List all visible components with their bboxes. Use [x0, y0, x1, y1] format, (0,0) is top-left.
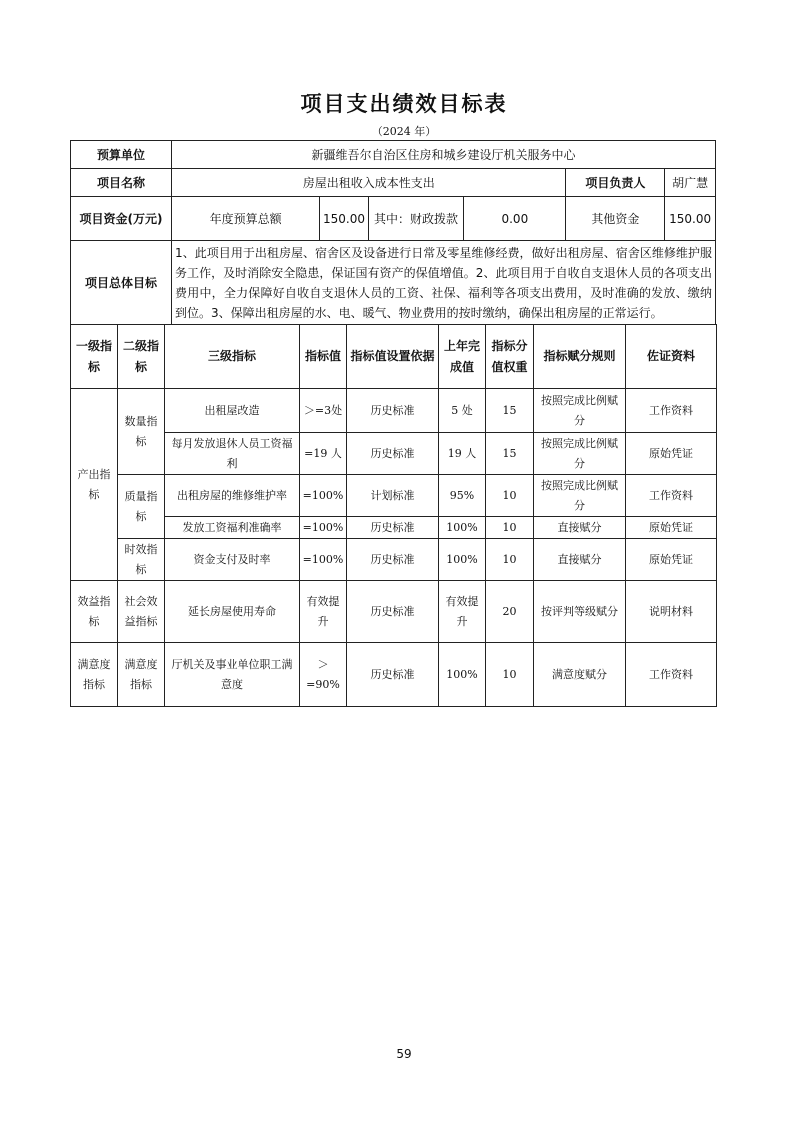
table-row — [71, 643, 717, 707]
table-row — [71, 581, 717, 643]
row-value: ＞=3处 — [300, 389, 347, 433]
row-rule: 满意度赋分 — [534, 643, 626, 707]
annual-budget-value: 150.00 — [320, 197, 368, 241]
project-manager-value: 胡广慧 — [665, 169, 716, 197]
row-l3: 每月发放退休人员工资福利 — [165, 433, 300, 475]
group-satisfaction-sub: 满意度指标 — [118, 643, 165, 707]
group-quality: 质量指标 — [118, 475, 165, 539]
budget-unit-row — [71, 141, 716, 169]
row-basis: 历史标准 — [347, 517, 439, 539]
group-output: 产出指标 — [71, 389, 118, 581]
row-weight: 15 — [486, 389, 534, 433]
overall-goal-text: 1、此项目用于出租房屋、宿舍区及设备进行日常及零星维修经费，做好出租房屋、宿舍区维修维护服务工作，及时消除安全隐患，保证国有资产的保值增值。2、此项目用于自收自支退休人员的各项支出费用中，全力保障好自收自支退休人员的工资、社保、福利等各项支出费用，及时准确的发放、缴纳到位。3、保障出租房屋的水、电、暖气、物业费用的按时缴纳，确保出租房屋的正常运行。 — [172, 241, 716, 325]
row-basis: 历史标准 — [347, 433, 439, 475]
row-evidence: 工作资料 — [626, 389, 717, 433]
row-l3: 出租房屋的维修维护率 — [165, 475, 300, 517]
row-value: =100% — [300, 517, 347, 539]
row-basis: 历史标准 — [347, 643, 439, 707]
row-l3: 出租屋改造 — [165, 389, 300, 433]
row-weight: 20 — [486, 581, 534, 643]
row-last: 5 处 — [439, 389, 486, 433]
col-level2: 二级指标 — [118, 325, 165, 389]
row-rule: 按评判等级赋分 — [534, 581, 626, 643]
row-evidence: 原始凭证 — [626, 539, 717, 581]
annual-budget-label: 年度预算总额 — [172, 197, 320, 241]
col-weight: 指标分值权重 — [486, 325, 534, 389]
row-weight: 10 — [486, 643, 534, 707]
row-basis: 历史标准 — [347, 389, 439, 433]
row-last: 19 人 — [439, 433, 486, 475]
row-l3: 发放工资福利准确率 — [165, 517, 300, 539]
row-basis: 计划标准 — [347, 475, 439, 517]
indicator-header-row — [71, 325, 717, 389]
row-weight: 10 — [486, 475, 534, 517]
project-name-value: 房屋出租收入成本性支出 — [172, 169, 566, 197]
row-last: 有效提升 — [439, 581, 486, 643]
row-evidence: 说明材料 — [626, 581, 717, 643]
row-l3: 延长房屋使用寿命 — [165, 581, 300, 643]
row-rule: 直接赋分 — [534, 539, 626, 581]
row-evidence: 工作资料 — [626, 475, 717, 517]
fiscal-value: 0.00 — [464, 197, 566, 241]
page-number: 59 — [396, 1047, 412, 1061]
overall-goal-row — [71, 241, 716, 325]
col-value: 指标值 — [300, 325, 347, 389]
row-weight: 10 — [486, 517, 534, 539]
overall-goal-label: 项目总体目标 — [71, 241, 172, 325]
project-manager-label: 项目负责人 — [566, 169, 665, 197]
row-value: =19 人 — [300, 433, 347, 475]
row-last: 100% — [439, 539, 486, 581]
group-timeliness: 时效指标 — [118, 539, 165, 581]
col-basis: 指标值设置依据 — [347, 325, 439, 389]
group-quantity: 数量指标 — [118, 389, 165, 475]
row-rule: 按照完成比例赋分 — [534, 389, 626, 433]
group-benefit: 效益指标 — [71, 581, 118, 643]
performance-table — [70, 140, 716, 325]
group-satisfaction: 满意度指标 — [71, 643, 118, 707]
funds-label: 项目资金(万元) — [71, 197, 172, 241]
row-last: 100% — [439, 643, 486, 707]
page-title: 项目支出绩效目标表 — [300, 92, 508, 116]
row-rule: 按照完成比例赋分 — [534, 475, 626, 517]
col-level3: 三级指标 — [165, 325, 300, 389]
row-evidence: 原始凭证 — [626, 517, 717, 539]
row-rule: 按照完成比例赋分 — [534, 433, 626, 475]
fiscal-label: 其中：财政拨款 — [368, 197, 464, 241]
table-row — [71, 475, 717, 517]
row-value: =100% — [300, 475, 347, 517]
budget-unit-value: 新疆维吾尔自治区住房和城乡建设厅机关服务中心 — [172, 141, 716, 169]
table-row — [71, 389, 717, 433]
row-value: 有效提升 — [300, 581, 347, 643]
row-last: 100% — [439, 517, 486, 539]
row-value: =100% — [300, 539, 347, 581]
row-l3: 资金支付及时率 — [165, 539, 300, 581]
row-evidence: 工作资料 — [626, 643, 717, 707]
row-value: ＞=90% — [300, 643, 347, 707]
table-row — [71, 517, 717, 539]
funds-row — [71, 197, 716, 241]
col-rule: 指标赋分规则 — [534, 325, 626, 389]
indicators-table — [70, 324, 717, 707]
row-weight: 15 — [486, 433, 534, 475]
project-name-label: 项目名称 — [71, 169, 172, 197]
row-last: 95% — [439, 475, 486, 517]
group-social: 社会效益指标 — [118, 581, 165, 643]
row-evidence: 原始凭证 — [626, 433, 717, 475]
col-evidence: 佐证资料 — [626, 325, 717, 389]
table-row — [71, 539, 717, 581]
other-funds-value: 150.00 — [665, 197, 716, 241]
col-level1: 一级指标 — [71, 325, 118, 389]
year-label: （2024 年） — [371, 125, 437, 138]
row-weight: 10 — [486, 539, 534, 581]
row-l3: 厅机关及事业单位职工满意度 — [165, 643, 300, 707]
other-funds-label: 其他资金 — [566, 197, 665, 241]
col-last-year: 上年完成值 — [439, 325, 486, 389]
row-basis: 历史标准 — [347, 581, 439, 643]
project-name-row — [71, 169, 716, 197]
table-row — [71, 433, 717, 475]
row-basis: 历史标准 — [347, 539, 439, 581]
budget-unit-label: 预算单位 — [71, 141, 172, 169]
row-rule: 直接赋分 — [534, 517, 626, 539]
